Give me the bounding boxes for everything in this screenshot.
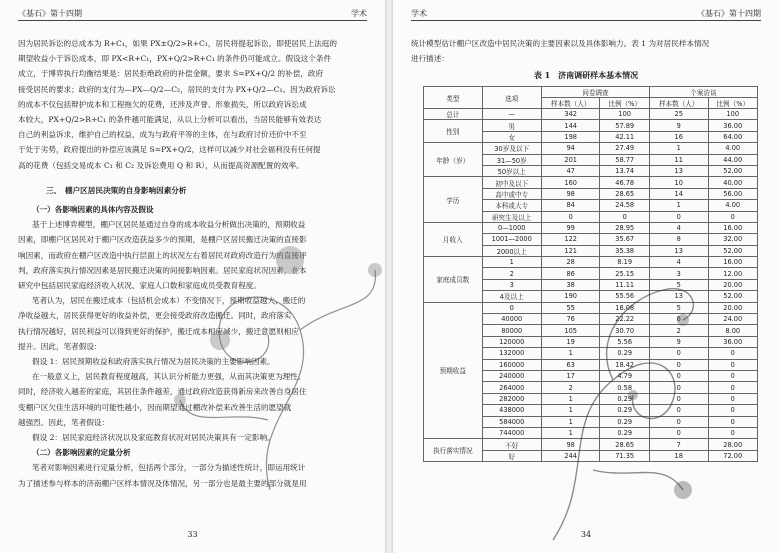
section-title: 三、 棚户区居民决策的自身影响因素分析 <box>46 185 187 195</box>
cell-c1: 1 <box>541 348 600 359</box>
cell-r1: 46.78 <box>600 177 649 188</box>
cell-r1: 27.49 <box>600 143 649 154</box>
cell-c1: 190 <box>541 291 600 302</box>
cell-c2: 0 <box>649 382 708 393</box>
col-visit: 个案访谈 <box>649 87 757 98</box>
cell-c1: 98 <box>541 439 600 450</box>
row-type-cell: 家庭成员数 <box>424 257 483 303</box>
cell-r1: 0.29 <box>600 405 649 416</box>
cell-c2: 11 <box>649 154 708 165</box>
row-type-cell: 学历 <box>424 177 483 223</box>
paragraph-line: 为了描述参与样本的济南棚户区样本情况及体情况，另一部分也是最主要的部分就是用 <box>18 478 307 488</box>
left-page <box>0 0 385 553</box>
paragraph-line: 基于上述博弈模型，棚户区居民是通过自身的成本收益分析做出决策的，预期收益 <box>32 220 306 230</box>
paragraph-line: 执行情况越好，居民利益可以得到更好的保护，搬迁成本相应减少，搬迁意愿则相应 <box>18 326 299 336</box>
cell-c1: 1 <box>541 405 600 416</box>
cell-c2: 0 <box>649 393 708 404</box>
cell-r2: 32.00 <box>708 234 758 245</box>
right-page-number: 34 <box>580 530 592 539</box>
paragraph-line: 同时，经济收入越差的家庭，其居住条件越差，通过政府改造获得新房来改善自身居住 <box>18 387 307 397</box>
cell-option: 744000 <box>482 427 541 438</box>
cell-c1: 342 <box>541 109 600 120</box>
paragraph-line: 研究中包括居民家庭经济收入状况、家庭人口数和家庭成员受教育程度。 <box>18 281 261 291</box>
cell-r1: 28.95 <box>600 222 649 233</box>
cell-r1: 8.19 <box>600 257 649 268</box>
cell-c2: 1 <box>649 200 708 211</box>
cell-r1: 5.56 <box>600 336 649 347</box>
table-row <box>424 439 758 450</box>
row-type-cell: 预期收益 <box>424 302 483 439</box>
cell-option: 240000 <box>482 370 541 381</box>
cell-c1: 1 <box>541 393 600 404</box>
left-body-part1 <box>18 36 367 491</box>
cell-c2: 5 <box>649 302 708 313</box>
cell-r2: 52.00 <box>708 165 758 176</box>
cell-option: 132000 <box>482 348 541 359</box>
right-intro <box>411 36 761 66</box>
cell-r1: 28.65 <box>600 188 649 199</box>
cell-r1: 0.29 <box>600 393 649 404</box>
subsection-title-1: （一）各影响因素的具体内容及假设 <box>32 205 154 215</box>
cell-r2: 0 <box>708 416 758 427</box>
cell-r1: 0.29 <box>600 416 649 427</box>
cell-option: 80000 <box>482 325 541 336</box>
cell-option: — <box>482 109 541 120</box>
paragraph-line: 于处于劣势，政府提出的补偿应该满足 S=PX+Q/2，这样可以减少对社会福利没有任何提 <box>18 145 321 155</box>
cell-r1: 0.58 <box>600 382 649 393</box>
cell-c1: 2 <box>541 382 600 393</box>
cell-c2: 7 <box>649 439 708 450</box>
cell-r1: 57.89 <box>600 120 649 131</box>
cell-r1: 25.15 <box>600 268 649 279</box>
left-page-number: 33 <box>187 530 198 539</box>
right-page <box>393 0 779 553</box>
paragraph-line: 接受居民的要求；政府的支付为—PX—Q/2—C₂，居民的支付为 PX+Q/2—C₁。因为政府诉讼 <box>18 84 336 94</box>
cell-c2: 0 <box>649 405 708 416</box>
right-header-section: 学术 <box>411 9 427 18</box>
col-type: 类型 <box>424 87 483 109</box>
cell-r1: 16.08 <box>600 302 649 313</box>
book-gutter <box>385 0 393 553</box>
cell-c2: 25 <box>649 109 708 120</box>
cell-r2: 52.00 <box>708 245 758 256</box>
cell-option: 31—50岁 <box>482 154 541 165</box>
left-header-section: 学术 <box>351 9 367 18</box>
cell-r1: 35.67 <box>600 234 649 245</box>
cell-r2: 0 <box>708 382 758 393</box>
cell-r1: 11.11 <box>600 279 649 290</box>
cell-r2: 4.00 <box>708 143 758 154</box>
cell-r2: 20.00 <box>708 279 758 290</box>
cell-option: 本科或大专 <box>482 200 541 211</box>
cell-r2: 16.00 <box>708 222 758 233</box>
cell-r2: 56.00 <box>708 188 758 199</box>
cell-r2: 0 <box>708 348 758 359</box>
col-survey-count: 样本数（人） <box>541 98 600 109</box>
cell-c1: 99 <box>541 222 600 233</box>
cell-r2: 8.00 <box>708 325 758 336</box>
cell-c1: 244 <box>541 450 600 461</box>
cell-c2: 2 <box>649 325 708 336</box>
sample-table <box>423 86 758 462</box>
cell-c2: 5 <box>649 279 708 290</box>
cell-option: 0—1000 <box>482 222 541 233</box>
cell-c1: 17 <box>541 370 600 381</box>
subsection-title-2: （二）各影响因素的定量分析 <box>32 448 131 458</box>
cell-r2: 12.00 <box>708 268 758 279</box>
cell-r1: 0.29 <box>600 427 649 438</box>
col-survey-ratio: 比例（%） <box>600 98 649 109</box>
cell-r2: 0 <box>708 211 758 222</box>
paragraph-line: 自己的利益诉求，维护自己的权益，成为与政府平等的主体，在与政府讨价还价中不至 <box>18 130 307 140</box>
cell-option: 3 <box>482 279 541 290</box>
cell-c2: 16 <box>649 131 708 142</box>
cell-option: 1 <box>482 257 541 268</box>
cell-r1: 22.22 <box>600 314 649 325</box>
cell-option: 男 <box>482 120 541 131</box>
cell-r2: 0 <box>708 393 758 404</box>
cell-option: 40000 <box>482 314 541 325</box>
cell-r2: 0 <box>708 405 758 416</box>
table-row <box>424 120 758 131</box>
cell-c1: 160 <box>541 177 600 188</box>
col-option: 选项 <box>482 87 541 109</box>
left-running-header <box>18 6 367 21</box>
cell-c2: 3 <box>649 268 708 279</box>
cell-option: 160000 <box>482 359 541 370</box>
cell-r2: 36.00 <box>708 120 758 131</box>
row-type-cell: 年龄（岁） <box>424 143 483 177</box>
cell-c2: 13 <box>649 165 708 176</box>
cell-option: 女 <box>482 131 541 142</box>
cell-r1: 0.29 <box>600 348 649 359</box>
cell-c1: 86 <box>541 268 600 279</box>
paragraph-line: 统计模型估计棚户区改造中居民决策的主要因素以及具体影响力。表 1 为对居民样本情况 <box>411 39 710 48</box>
cell-option: 0 <box>482 302 541 313</box>
cell-r2: 28.00 <box>708 439 758 450</box>
cell-option: 2000以上 <box>482 245 541 256</box>
cell-r1: 30.70 <box>600 325 649 336</box>
cell-c2: 8 <box>649 234 708 245</box>
cell-r2: 24.00 <box>708 314 758 325</box>
row-type-cell: 总计 <box>424 109 483 120</box>
cell-option: 4及以上 <box>482 291 541 302</box>
cell-r2: 36.00 <box>708 336 758 347</box>
cell-r2: 72.00 <box>708 450 758 461</box>
cell-c2: 0 <box>649 359 708 370</box>
table-body <box>424 109 758 462</box>
cell-c2: 9 <box>649 120 708 131</box>
paragraph-line: 响因素，而政府在棚户区改造中执行层面上的状况左右着居民对政府改造行为的直接评 <box>18 250 307 260</box>
table-row <box>424 177 758 188</box>
cell-c2: 14 <box>649 188 708 199</box>
cell-c1: 94 <box>541 143 600 154</box>
cell-c1: 63 <box>541 359 600 370</box>
cell-c2: 13 <box>649 245 708 256</box>
paragraph-line: 净收益越大，居民获得更好的收益补偿，更会接受政府改造搬迁。同时，政府落实 <box>18 311 292 321</box>
paragraph-line: 因为居民诉讼的总成本为 R+C₁，如果 PX±Q/2>R+C₁，居民将提起诉讼。即使居民上法庭的 <box>18 39 337 48</box>
cell-c2: 10 <box>649 177 708 188</box>
cell-option: 2 <box>482 268 541 279</box>
cell-c2: 13 <box>649 291 708 302</box>
cell-r1: 42.11 <box>600 131 649 142</box>
cell-c1: 1 <box>541 427 600 438</box>
table-row <box>424 257 758 268</box>
cell-c2: 4 <box>649 257 708 268</box>
table-row <box>424 109 758 120</box>
cell-c1: 55 <box>541 302 600 313</box>
cell-option: 50岁以上 <box>482 165 541 176</box>
cell-c1: 144 <box>541 120 600 131</box>
cell-option: 研究生及以上 <box>482 211 541 222</box>
cell-option: 282000 <box>482 393 541 404</box>
cell-r2: 40.00 <box>708 177 758 188</box>
cell-r1: 55.56 <box>600 291 649 302</box>
cell-r1: 24.58 <box>600 200 649 211</box>
paragraph-line: 判，政府落实执行情况因素是居民搬迁决策的间接影响因素。居民家庭状况因素，在本 <box>18 265 307 275</box>
cell-option: 30岁及以下 <box>482 143 541 154</box>
col-survey: 问卷调查 <box>541 87 649 98</box>
paragraph-line: 笔者认为，居民在搬迁成本（包括机会成本）不变情况下，预期收益越大，搬迁的 <box>32 296 306 306</box>
cell-option: 584000 <box>482 416 541 427</box>
paragraph-line: 的成本不仅包括辩护成本和工程拖欠的花费，还涉及声誉、形象损失，所以政府诉讼成 <box>18 99 307 109</box>
cell-option: 好 <box>482 450 541 461</box>
cell-r2: 100 <box>708 109 758 120</box>
paragraph-line: 成立，于博弈执行均衡结果是：居民拒绝政府的补偿金额，要求 S=PX+Q/2 的补偿，政府 <box>18 69 324 79</box>
paragraph-line: 因素，即棚户区居民对于棚户区改造获益多少的预期，是棚户区居民搬迁决策的直接影 <box>18 235 307 245</box>
cell-r2: 20.00 <box>708 302 758 313</box>
cell-r2: 44.00 <box>708 154 758 165</box>
paragraph-line: 提升。因此，笔者假设： <box>18 341 102 351</box>
paragraph-line: 高的花费（包括交易成本 C₁ 和 C₂ 及诉讼费用 Q 和 R），从而提高资源配置的效率。 <box>18 160 304 170</box>
cell-r1: 28.65 <box>600 439 649 450</box>
cell-c2: 18 <box>649 450 708 461</box>
cell-r1: 13.74 <box>600 165 649 176</box>
right-running-header <box>411 6 761 21</box>
cell-c1: 122 <box>541 234 600 245</box>
row-type-cell: 性别 <box>424 120 483 143</box>
cell-c2: 0 <box>649 427 708 438</box>
cell-option: 1001—2000 <box>482 234 541 245</box>
cell-c1: 198 <box>541 131 600 142</box>
cell-c1: 0 <box>541 211 600 222</box>
cell-c1: 84 <box>541 200 600 211</box>
right-header-journal: 《基石》第十四期 <box>697 9 761 18</box>
paragraph-line: 进行描述： <box>411 54 449 64</box>
row-type-cell: 执行落实情况 <box>424 439 483 462</box>
cell-c1: 38 <box>541 279 600 290</box>
cell-c1: 121 <box>541 245 600 256</box>
cell-option: 120000 <box>482 336 541 347</box>
cell-r2: 0 <box>708 427 758 438</box>
paragraph-line: 越强烈。因此，笔者假设： <box>18 417 110 427</box>
cell-r2: 64.00 <box>708 131 758 142</box>
hypothesis-2: 假设 2：居民家庭经济状况以及家庭教育状况对居民决策具有一定影响。 <box>32 433 275 443</box>
cell-c1: 76 <box>541 314 600 325</box>
cell-c2: 1 <box>649 143 708 154</box>
table-row <box>424 143 758 154</box>
cell-r2: 0 <box>708 370 758 381</box>
cell-r1: 100 <box>600 109 649 120</box>
cell-r1: 0 <box>600 211 649 222</box>
cell-option: 438000 <box>482 405 541 416</box>
cell-r2: 0 <box>708 359 758 370</box>
cell-option: 高中或中专 <box>482 188 541 199</box>
paragraph-line: 期望收益小于诉讼成本，即 PX<R+C₁，PX+Q/2>R+C₁ 的条件仍可能成立。假设这个条件 <box>18 54 332 64</box>
paragraph-line: 在一般意义上，居民教育程度越高，其认识分析能力更强，从而其决策更为理性。 <box>32 372 306 382</box>
cell-r1: 18.42 <box>600 359 649 370</box>
cell-option: 初中及以下 <box>482 177 541 188</box>
cell-c2: 0 <box>649 211 708 222</box>
cell-c1: 47 <box>541 165 600 176</box>
cell-c2: 0 <box>649 370 708 381</box>
cell-c2: 0 <box>649 348 708 359</box>
cell-c2: 0 <box>649 416 708 427</box>
cell-c1: 98 <box>541 188 600 199</box>
table-caption: 表 1 济南调研样本基本情况 <box>533 70 639 80</box>
col-visit-ratio: 比例（%） <box>708 98 758 109</box>
cell-option: 不好 <box>482 439 541 450</box>
cell-c1: 1 <box>541 416 600 427</box>
cell-c1: 19 <box>541 336 600 347</box>
paragraph-line: 本较大，PX+Q/2>R+C₁ 的条件越可能满足，从以上分析可以看出，当居民能够有效表达 <box>18 115 322 125</box>
left-header-journal: 《基石》第十四期 <box>18 9 82 18</box>
table-row <box>424 222 758 233</box>
row-type-cell: 月收入 <box>424 222 483 256</box>
table-row <box>424 302 758 313</box>
cell-c1: 201 <box>541 154 600 165</box>
cell-c1: 28 <box>541 257 600 268</box>
hypothesis-1: 假设 1：居民预期收益和政府落实执行情况为居民决策的主要影响因素。 <box>32 357 275 367</box>
cell-c2: 4 <box>649 222 708 233</box>
cell-option: 264000 <box>482 382 541 393</box>
paragraph-line: 笔者对影响因素进行定量分析，包括两个部分，一部分为描述性统计，即运用统计 <box>32 463 306 473</box>
table-header-row <box>424 87 758 98</box>
paragraph-line: 变棚户区欠佳生活环境的可能性越小，因而期望通过棚改补偿来改善生活的愿望就 <box>18 402 292 412</box>
col-visit-count: 样本数（人） <box>649 98 708 109</box>
cell-c2: 9 <box>649 336 708 347</box>
cell-r1: 71.35 <box>600 450 649 461</box>
cell-r1: 35.38 <box>600 245 649 256</box>
cell-c2: 6 <box>649 314 708 325</box>
cell-r1: 58.77 <box>600 154 649 165</box>
cell-r1: 4.79 <box>600 370 649 381</box>
cell-r2: 16.00 <box>708 257 758 268</box>
cell-r2: 4.00 <box>708 200 758 211</box>
cell-c1: 105 <box>541 325 600 336</box>
cell-r2: 52.00 <box>708 291 758 302</box>
